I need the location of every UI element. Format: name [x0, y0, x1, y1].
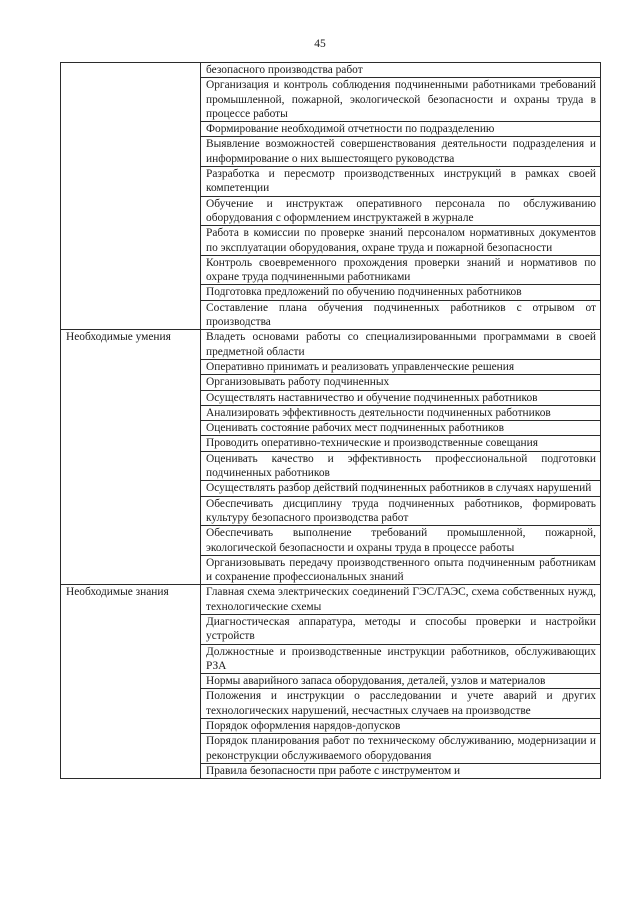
requirement-item: Оценивать состояние рабочих мест подчиненных работников [201, 421, 601, 436]
requirement-item: Организовывать работу подчиненных [201, 375, 601, 390]
requirement-item: Главная схема электрических соединений ГЭС/ГАЭС, схема собственных нужд, технологические схемы [201, 585, 601, 615]
requirement-item: Выявление возможностей совершенствования деятельности подразделения и информирование о них вышестоящего руководства [201, 137, 601, 167]
requirement-item: Анализировать эффективность деятельности подчиненных работников [201, 405, 601, 420]
table-row [61, 63, 601, 78]
requirement-item: Правила безопасности при работе с инструментом и [201, 763, 601, 778]
requirement-item: Проводить оперативно-технические и производственные совещания [201, 436, 601, 451]
requirements-table [60, 62, 601, 779]
section-label [61, 63, 201, 330]
requirement-item: Разработка и пересмотр производственных инструкций в рамках своей компетенции [201, 167, 601, 197]
requirement-item: Контроль своевременного прохождения проверки знаний и нормативов по охране труда подчиненными работниками [201, 255, 601, 285]
table-row [61, 585, 601, 615]
requirement-item: Порядок оформления нарядов-допусков [201, 719, 601, 734]
requirement-item: Обеспечивать дисциплину труда подчиненных работников, формировать культуру безопасного производства работ [201, 496, 601, 526]
table-row [61, 330, 601, 360]
requirement-item: Подготовка предложений по обучению подчиненных работников [201, 285, 601, 300]
section-label: Необходимые умения [61, 330, 201, 585]
requirement-item: Работа в комиссии по проверке знаний персоналом нормативных документов по эксплуатации оборудования, охране труда и пожарной безопасности [201, 226, 601, 256]
requirement-item: Обучение и инструктаж оперативного персонала по обслуживанию оборудования с оформлением инструктажей в журнале [201, 196, 601, 226]
requirements-table-body [61, 63, 601, 779]
requirement-item: Составление плана обучения подчиненных работников с отрывом от производства [201, 300, 601, 330]
page-number: 45 [314, 38, 326, 50]
requirement-item: Организовывать передачу производственного опыта подчиненным работникам и сохранение профессиональных знаний [201, 555, 601, 585]
requirement-item: Должностные и производственные инструкции работников, обслуживающих РЗА [201, 644, 601, 674]
requirement-item: Нормы аварийного запаса оборудования, деталей, узлов и материалов [201, 674, 601, 689]
requirement-item: Положения и инструкции о расследовании и учете аварий и других технологических нарушений, несчастных случаев на производстве [201, 689, 601, 719]
requirement-item: Формирование необходимой отчетности по подразделению [201, 122, 601, 137]
requirement-item: Осуществлять разбор действий подчиненных работников в случаях нарушений [201, 481, 601, 496]
requirement-item: Диагностическая аппаратура, методы и способы проверки и настройки устройств [201, 614, 601, 644]
requirement-item: Организация и контроль соблюдения подчиненными работниками требований промышленной, пожарной, экологической безопасности и охраны труда в процессе работы [201, 78, 601, 122]
requirement-item: Обеспечивать выполнение требований промышленной, пожарной, экологической безопасности и охраны труда в процессе работы [201, 526, 601, 556]
requirement-item: Осуществлять наставничество и обучение подчиненных работников [201, 390, 601, 405]
requirement-item: Порядок планирования работ по техническому обслуживанию, модернизации и реконструкции обслуживаемого оборудования [201, 734, 601, 764]
requirement-item: Владеть основами работы со специализированными программами в своей предметной области [201, 330, 601, 360]
requirement-item: Оперативно принимать и реализовать управленческие решения [201, 359, 601, 374]
requirement-item: безопасного производства работ [201, 63, 601, 78]
section-label: Необходимые знания [61, 585, 201, 779]
requirement-item: Оценивать качество и эффективность профессиональной подготовки подчиненных работников [201, 451, 601, 481]
